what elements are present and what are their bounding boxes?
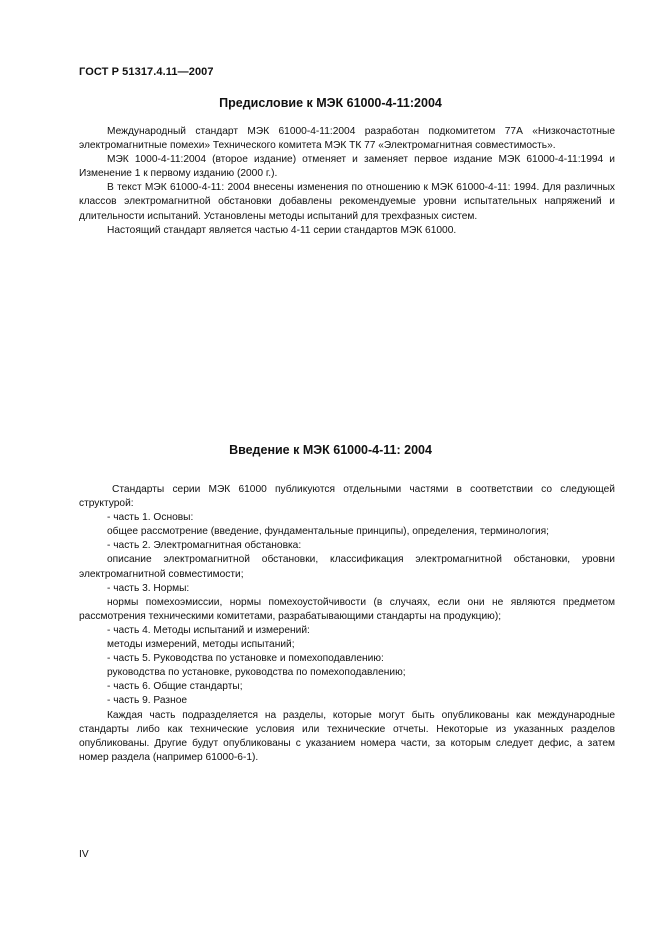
list-item-part-3-description: нормы помехоэмиссии, нормы помехоустойчивости (в случаях, если они не являются предметом рассмотрения техническими комитетами, разрабатывающими стандарты на продукцию); (79, 596, 615, 622)
page-number: IV (79, 849, 89, 860)
document-header: ГОСТ Р 51317.4.11—2007 (79, 66, 214, 78)
list-item-part-3: - часть 3. Нормы: (107, 582, 190, 594)
list-item-part-5: - часть 5. Руководства по установке и помехоподавлению: (107, 653, 384, 665)
introduction-body (79, 483, 615, 765)
list-item-part-2-description: описание электромагнитной обстановки, классификация электромагнитной обстановки, уровни электромагнитной совместимости; (79, 554, 615, 580)
list-item-part-5-description: руководства по установке, руководства по помехоподавлению; (107, 667, 406, 679)
introduction-closing: Каждая часть подразделяется на разделы, которые могут быть опубликованы как международные стандарты либо как технические условия или технические отчеты. Некоторые из указанных разделов опубликованы. Другие будут опубликованы с указанием номера части, за которым следует дефис, а затем номер раздела (например 61000-6-1). (79, 709, 615, 763)
preface-paragraph-2: МЭК 1000-4-11:2004 (второе издание) отменяет и заменяет первое издание МЭК 61000-4-11:1994 и Изменение 1 к первому изданию (2000 г.). (79, 154, 615, 180)
list-item-part-1-description: общее рассмотрение (введение, фундаментальные принципы), определения, терминология; (107, 526, 550, 538)
preface-body (79, 125, 615, 238)
introduction-title: Введение к МЭК 61000-4-11: 2004 (229, 443, 432, 457)
preface-paragraph-1: Международный стандарт МЭК 61000-4-11:2004 разработан подкомитетом 77А «Низкочастотные электромагнитные помехи» Технического комитета МЭК ТК 77 «Электромагнитная совместимость». (79, 126, 615, 152)
list-item-part-4: - часть 4. Методы испытаний и измерений: (107, 624, 310, 636)
introduction-lead: Стандарты серии МЭК 61000 публикуются отдельными частями в соответствии со следующей структурой: (79, 484, 615, 510)
preface-paragraph-4: Настоящий стандарт является частью 4-11 серии стандартов МЭК 61000. (107, 224, 457, 236)
list-item-part-2: - часть 2. Электромагнитная обстановка: (107, 540, 302, 552)
preface-paragraph-3: В текст МЭК 61000-4-11: 2004 внесены изменения по отношению к МЭК 61000-4-11: 1994. Для различных классов электромагнитной обстановки добавлены рекомендуемые уровни испытательных напряжений и длительности испытаний. Установлены методы испытаний для трехфазных систем. (79, 182, 615, 222)
list-item-part-4-description: методы измерений, методы испытаний; (107, 639, 295, 651)
list-item-part-1: - часть 1. Основы: (107, 512, 194, 524)
list-item-part-6: - часть 6. Общие стандарты; (107, 681, 243, 693)
preface-title: Предисловие к МЭК 61000-4-11:2004 (219, 96, 442, 110)
list-item-part-9: - часть 9. Разное (107, 695, 188, 707)
